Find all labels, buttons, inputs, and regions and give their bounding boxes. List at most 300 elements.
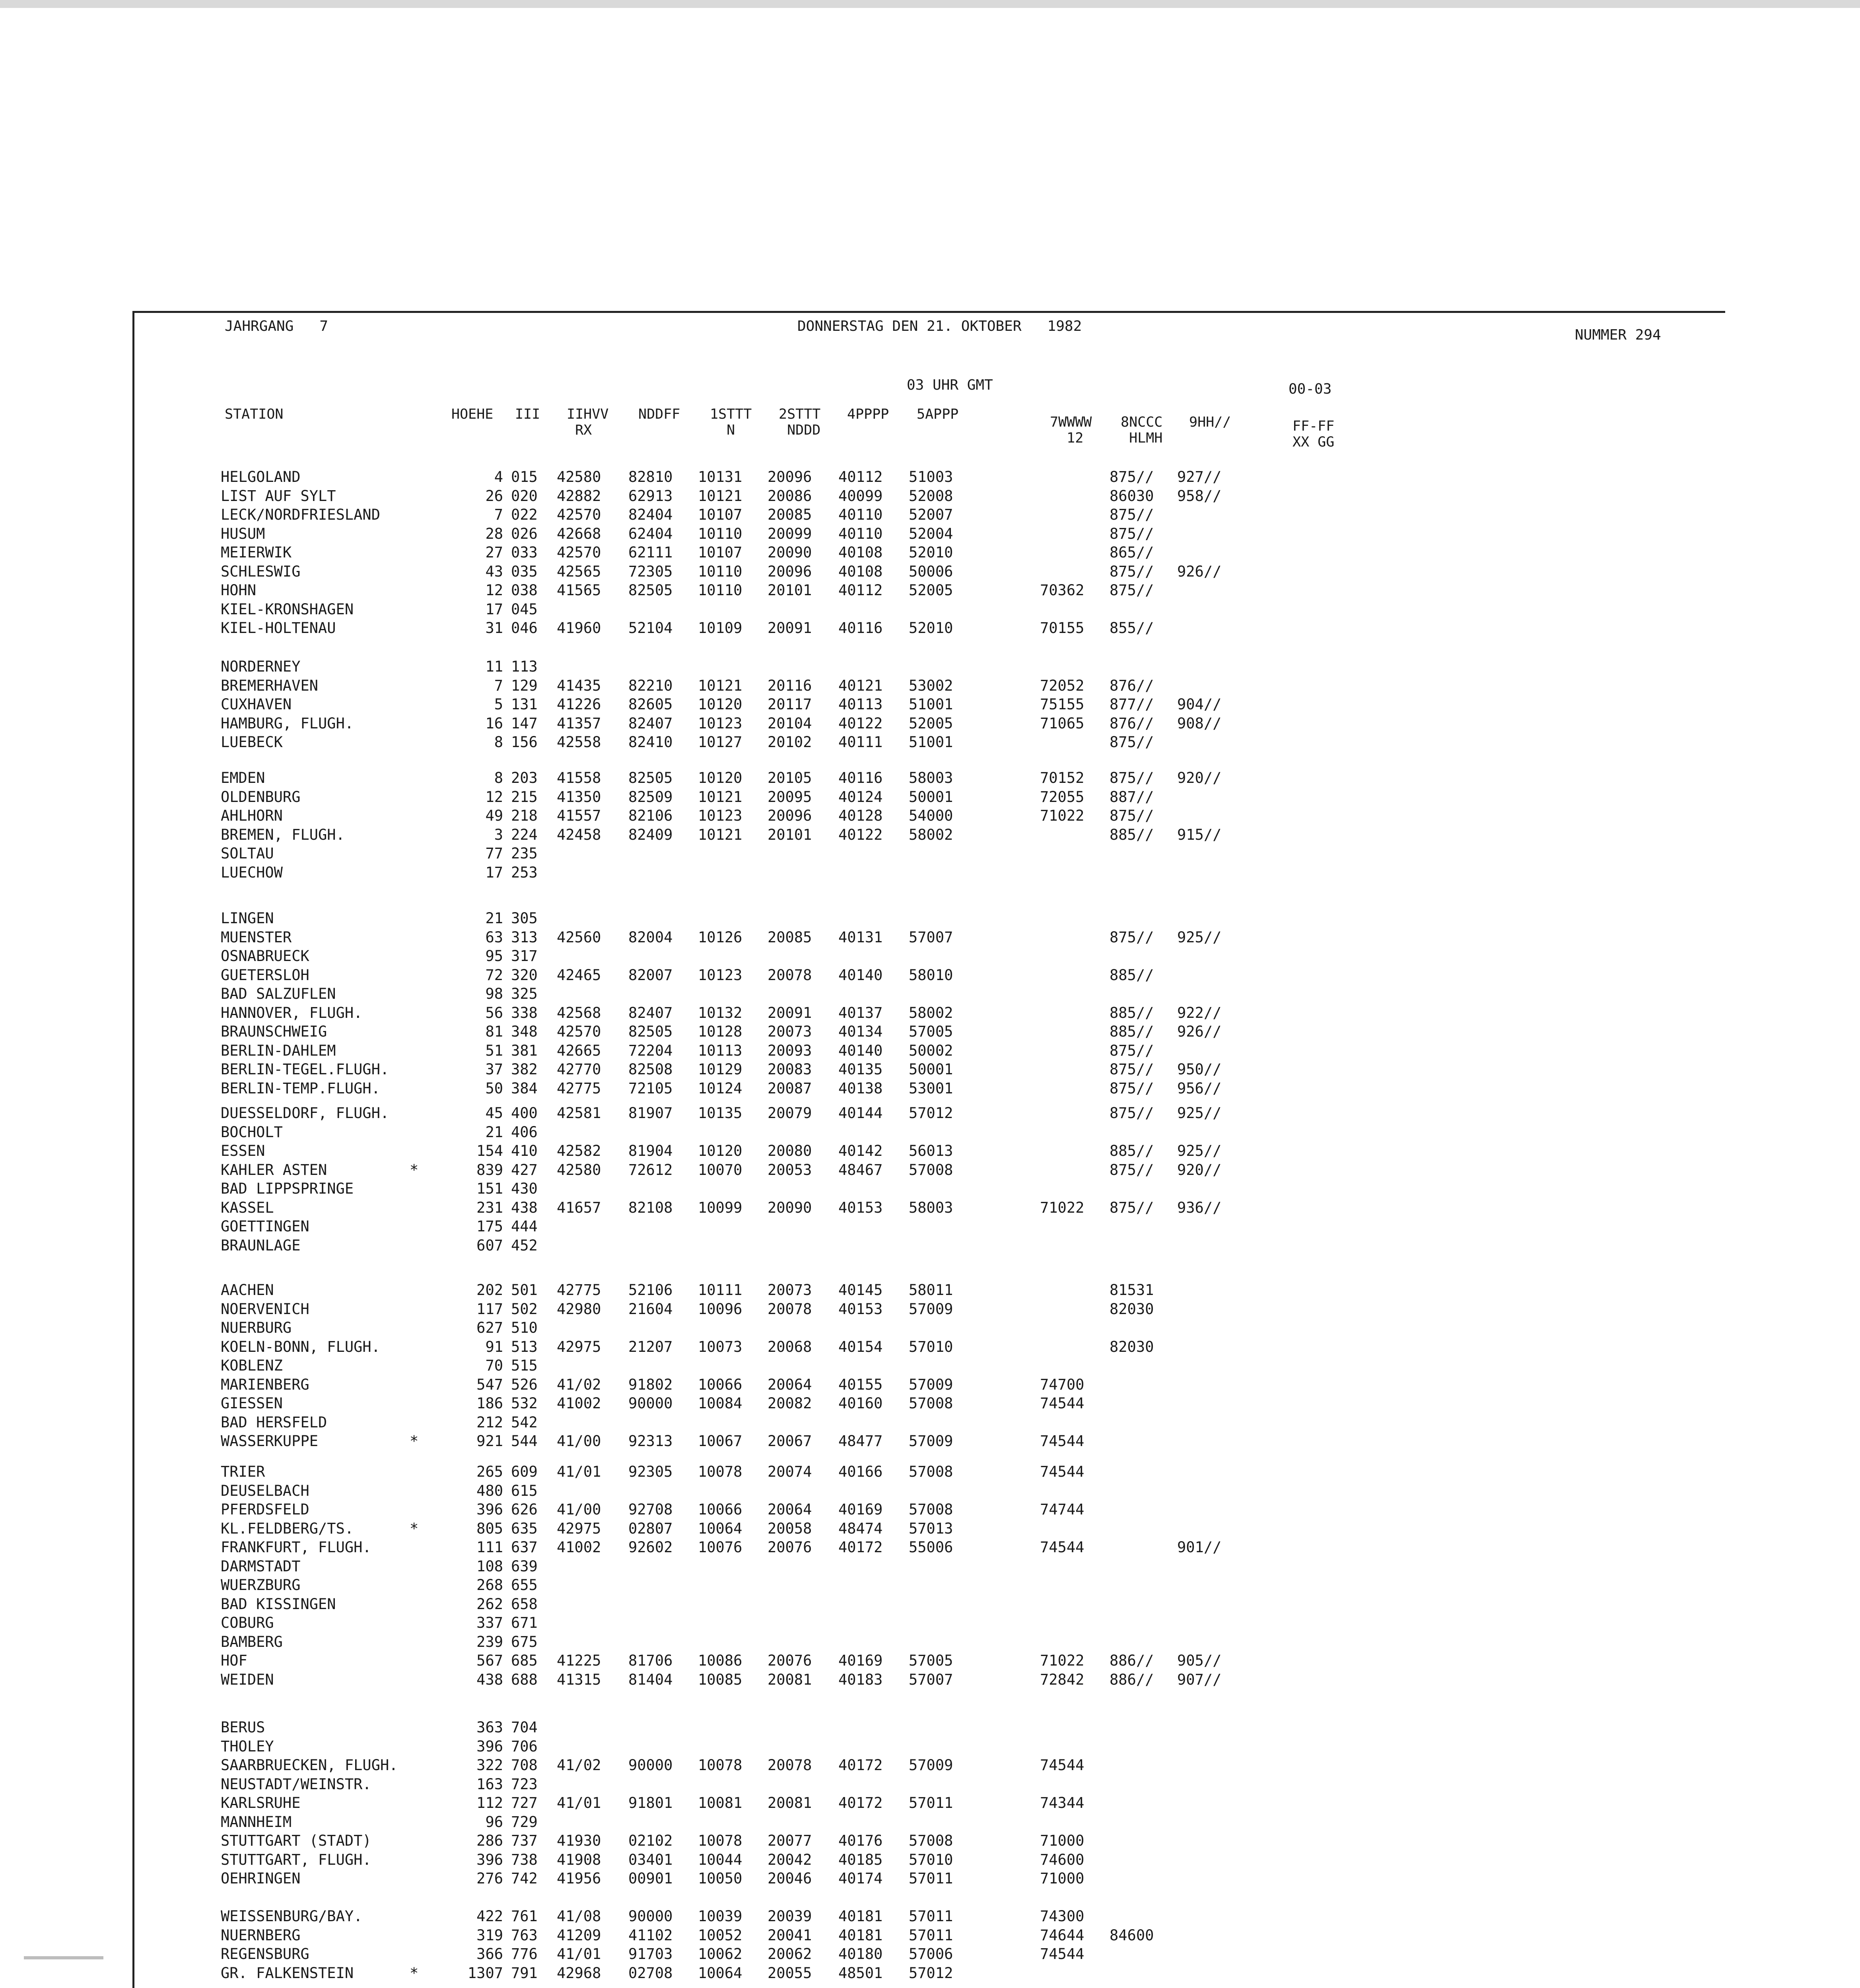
col-header-station: STATION — [225, 406, 284, 422]
cell-iii: 203 — [511, 769, 538, 786]
cell-c3: 10135 — [698, 1105, 742, 1122]
cell-iii: 791 — [511, 1965, 538, 1982]
cell-c8: 875// — [1110, 1061, 1154, 1078]
cell-c5: 40169 — [838, 1501, 883, 1518]
cell-c5: 40128 — [838, 807, 883, 824]
cell-c6: 52005 — [909, 715, 953, 732]
cell-c8: 855// — [1110, 619, 1154, 637]
cell-c3: 10120 — [698, 769, 742, 786]
cell-c6: 57009 — [909, 1301, 953, 1318]
cell-h: 37 — [485, 1061, 503, 1078]
cell-h: 212 — [476, 1414, 503, 1431]
cell-iii: 658 — [511, 1596, 538, 1613]
cell-c7: 74644 — [1040, 1927, 1085, 1944]
cell-c3: 10111 — [698, 1281, 742, 1299]
station-name: GUETERSLOH — [221, 967, 309, 984]
cell-c3: 10066 — [698, 1376, 742, 1393]
cell-c7: 72055 — [1040, 788, 1085, 806]
cell-h: 16 — [485, 715, 503, 732]
cell-c4: 20076 — [768, 1652, 812, 1669]
cell-c3: 10096 — [698, 1301, 742, 1318]
cell-c1: 42458 — [557, 826, 601, 843]
station-name: LIST AUF SYLT — [221, 487, 336, 505]
table-row — [0, 1180, 1860, 1198]
table-row — [0, 1776, 1860, 1794]
cell-iii: 615 — [511, 1482, 538, 1499]
cell-c6: 57011 — [909, 1927, 953, 1944]
cell-c6: 52010 — [909, 619, 953, 637]
cell-iii: 235 — [511, 845, 538, 862]
table-row — [0, 1633, 1860, 1652]
cell-c2: 90000 — [628, 1908, 673, 1925]
cell-c4: 20041 — [768, 1927, 812, 1944]
cell-c5: 40112 — [838, 468, 883, 485]
cell-h: 72 — [485, 967, 503, 984]
cell-iii: 338 — [511, 1004, 538, 1021]
cell-c1: 41960 — [557, 619, 601, 637]
table-row — [0, 619, 1860, 638]
cell-c4: 20081 — [768, 1671, 812, 1688]
cell-c2: 82505 — [628, 582, 673, 599]
cell-c2: 82108 — [628, 1199, 673, 1216]
table-row — [0, 845, 1860, 863]
cell-iii: 761 — [511, 1908, 538, 1925]
cell-c1: 41002 — [557, 1539, 601, 1556]
cell-c6: 57006 — [909, 1945, 953, 1963]
cell-h: 805 — [476, 1520, 503, 1537]
cell-c2: 82605 — [628, 696, 673, 713]
cell-c7: 74300 — [1040, 1908, 1085, 1925]
station-name: BAD KISSINGEN — [221, 1596, 336, 1613]
cell-c2: 72305 — [628, 563, 673, 580]
cell-c5: 40135 — [838, 1061, 883, 1078]
cell-c1: 41908 — [557, 1851, 601, 1868]
table-row — [0, 1558, 1860, 1576]
cell-c2: 00901 — [628, 1870, 673, 1887]
cell-h: 265 — [476, 1463, 503, 1480]
cell-c3: 10044 — [698, 1851, 742, 1868]
cell-iii: 131 — [511, 696, 538, 713]
cell-iii: 526 — [511, 1376, 538, 1393]
table-row — [0, 1501, 1860, 1519]
cell-c7: 74744 — [1040, 1501, 1085, 1518]
station-name: LINGEN — [221, 910, 274, 927]
cell-iii: 320 — [511, 967, 538, 984]
cell-c3: 10062 — [698, 1945, 742, 1963]
cell-c2: 82210 — [628, 677, 673, 694]
cell-c6: 51003 — [909, 468, 953, 485]
cell-iii: 502 — [511, 1301, 538, 1318]
cell-c1: 42465 — [557, 967, 601, 984]
station-name: KOBLENZ — [221, 1357, 283, 1374]
table-row — [0, 1218, 1860, 1236]
cell-h: 3 — [494, 826, 503, 843]
cell-c2: 02708 — [628, 1965, 673, 1982]
cell-c8: 885// — [1110, 1004, 1154, 1021]
cell-c8: 885// — [1110, 1142, 1154, 1159]
cell-c6: 57009 — [909, 1757, 953, 1774]
cell-iii: 626 — [511, 1501, 538, 1518]
cell-c5: 40140 — [838, 1042, 883, 1059]
table-row — [0, 1281, 1860, 1300]
cell-c9: 908// — [1177, 715, 1222, 732]
cell-c1: 42668 — [557, 525, 601, 542]
mountain-station-marker: * — [410, 1433, 419, 1450]
cell-c4: 20042 — [768, 1851, 812, 1868]
cell-c7: 74544 — [1040, 1433, 1085, 1450]
cell-iii: 313 — [511, 929, 538, 946]
station-name: HOF — [221, 1652, 247, 1669]
cell-c1: 41/01 — [557, 1794, 601, 1811]
cell-c7: 71022 — [1040, 1199, 1085, 1216]
cell-c3: 10121 — [698, 826, 742, 843]
cell-iii: 038 — [511, 582, 538, 599]
cell-c7: 70362 — [1040, 582, 1085, 599]
station-name: CUXHAVEN — [221, 696, 292, 713]
cell-iii: 218 — [511, 807, 538, 824]
table-row — [0, 864, 1860, 882]
cell-h: 98 — [485, 985, 503, 1002]
cell-c1: 41/00 — [557, 1433, 601, 1450]
cell-iii: 015 — [511, 468, 538, 485]
cell-c6: 53001 — [909, 1080, 953, 1097]
cell-iii: 438 — [511, 1199, 538, 1216]
cell-h: 12 — [485, 788, 503, 806]
station-name: NUERNBERG — [221, 1927, 301, 1944]
cell-c5: 40172 — [838, 1539, 883, 1556]
station-name: KL.FELDBERG/TS. — [221, 1520, 354, 1537]
scan-border-top — [0, 0, 1860, 8]
cell-c9: 907// — [1177, 1671, 1222, 1688]
table-row — [0, 1671, 1860, 1689]
cell-c5: 40166 — [838, 1463, 883, 1480]
station-name: KOELN-BONN, FLUGH. — [221, 1338, 380, 1355]
station-name: KARLSRUHE — [221, 1794, 301, 1811]
station-name: KASSEL — [221, 1199, 274, 1216]
cell-c7: 72842 — [1040, 1671, 1085, 1688]
cell-c3: 10107 — [698, 544, 742, 561]
cell-c4: 20077 — [768, 1832, 812, 1849]
cell-c8: 875// — [1110, 563, 1154, 580]
cell-c5: 40122 — [838, 826, 883, 843]
cell-c6: 50001 — [909, 1061, 953, 1078]
cell-c6: 51001 — [909, 696, 953, 713]
cell-c5: 40160 — [838, 1395, 883, 1412]
cell-c6: 57008 — [909, 1463, 953, 1480]
cell-h: 262 — [476, 1596, 503, 1613]
cell-c1: 41930 — [557, 1832, 601, 1849]
cell-iii: 224 — [511, 826, 538, 843]
cell-c1: 41956 — [557, 1870, 601, 1887]
station-name: MEIERWIK — [221, 544, 292, 561]
cell-h: 26 — [485, 487, 503, 505]
cell-c6: 57007 — [909, 929, 953, 946]
cell-h: 27 — [485, 544, 503, 561]
cell-h: 81 — [485, 1023, 503, 1040]
cell-h: 112 — [476, 1794, 503, 1811]
cell-c5: 40174 — [838, 1870, 883, 1887]
cell-c6: 58010 — [909, 967, 953, 984]
cell-c4: 20116 — [768, 677, 812, 694]
table-row — [0, 1414, 1860, 1432]
cell-c5: 40180 — [838, 1945, 883, 1963]
cell-h: 4 — [494, 468, 503, 485]
cell-c1: 42582 — [557, 1142, 601, 1159]
cell-c9: 901// — [1177, 1539, 1222, 1556]
cell-c1: 41/02 — [557, 1757, 601, 1774]
cell-c3: 10127 — [698, 734, 742, 751]
cell-c2: 82004 — [628, 929, 673, 946]
station-name: LECK/NORDFRIESLAND — [221, 506, 380, 523]
cell-c8: 84600 — [1110, 1927, 1154, 1944]
table-row — [0, 1576, 1860, 1595]
cell-c8: 875// — [1110, 1199, 1154, 1216]
cell-iii: 675 — [511, 1633, 538, 1650]
cell-c4: 20064 — [768, 1501, 812, 1518]
cell-c5: 40099 — [838, 487, 883, 505]
cell-c4: 20082 — [768, 1395, 812, 1412]
cell-c9: 926// — [1177, 1023, 1222, 1040]
table-row — [0, 1161, 1860, 1180]
cell-c5: 40131 — [838, 929, 883, 946]
table-row — [0, 1738, 1860, 1756]
cell-c1: 42560 — [557, 929, 601, 946]
cell-c9: 956// — [1177, 1080, 1222, 1097]
cell-c3: 10107 — [698, 506, 742, 523]
cell-c2: 90000 — [628, 1395, 673, 1412]
cell-c8: 876// — [1110, 677, 1154, 694]
cell-h: 239 — [476, 1633, 503, 1650]
cell-c6: 53002 — [909, 677, 953, 694]
cell-c8: 876// — [1110, 715, 1154, 732]
table-row — [0, 807, 1860, 825]
cell-c1: 42770 — [557, 1061, 601, 1078]
cell-h: 111 — [476, 1539, 503, 1556]
cell-iii: 410 — [511, 1142, 538, 1159]
table-row — [0, 1870, 1860, 1888]
station-name: DARMSTADT — [221, 1558, 301, 1575]
cell-c3: 10064 — [698, 1520, 742, 1537]
table-row — [0, 1142, 1860, 1161]
cell-c2: 92313 — [628, 1433, 673, 1450]
cell-c1: 42775 — [557, 1080, 601, 1097]
cell-iii: 639 — [511, 1558, 538, 1575]
cell-iii: 020 — [511, 487, 538, 505]
cell-c1: 42775 — [557, 1281, 601, 1299]
cell-c1: 42980 — [557, 1301, 601, 1318]
table-row — [0, 1832, 1860, 1850]
cell-c4: 20101 — [768, 582, 812, 599]
cell-c8: 886// — [1110, 1671, 1154, 1688]
table-row — [0, 910, 1860, 928]
cell-c2: 82410 — [628, 734, 673, 751]
cell-c1: 42975 — [557, 1338, 601, 1355]
cell-iii: 444 — [511, 1218, 538, 1235]
cell-c6: 57005 — [909, 1652, 953, 1669]
station-name: HUSUM — [221, 525, 265, 542]
cell-c4: 20101 — [768, 826, 812, 843]
cell-c4: 20090 — [768, 544, 812, 561]
cell-iii: 046 — [511, 619, 538, 637]
cell-c2: 21207 — [628, 1338, 673, 1355]
cell-c5: 40145 — [838, 1281, 883, 1299]
cell-iii: 215 — [511, 788, 538, 806]
station-name: REGENSBURG — [221, 1945, 309, 1963]
cell-h: 28 — [485, 525, 503, 542]
cell-c5: 40110 — [838, 506, 883, 523]
cell-c3: 10121 — [698, 487, 742, 505]
table-row — [0, 1813, 1860, 1832]
cell-h: 268 — [476, 1576, 503, 1594]
station-name: LUECHOW — [221, 864, 283, 881]
cell-c7: 75155 — [1040, 696, 1085, 713]
table-row — [0, 769, 1860, 788]
cell-c9: 925// — [1177, 929, 1222, 946]
cell-iii: 510 — [511, 1319, 538, 1336]
cell-c9: 927// — [1177, 468, 1222, 485]
cell-iii: 026 — [511, 525, 538, 542]
cell-c1: 41558 — [557, 769, 601, 786]
cell-h: 366 — [476, 1945, 503, 1963]
cell-iii: 406 — [511, 1124, 538, 1141]
cell-h: 337 — [476, 1614, 503, 1631]
station-name: COBURG — [221, 1614, 274, 1631]
cell-c1: 41225 — [557, 1652, 601, 1669]
cell-iii: 348 — [511, 1023, 538, 1040]
cell-c2: 82007 — [628, 967, 673, 984]
station-name: AACHEN — [221, 1281, 274, 1299]
cell-c6: 50001 — [909, 788, 953, 806]
cell-iii: 738 — [511, 1851, 538, 1868]
cell-c1: 42665 — [557, 1042, 601, 1059]
cell-c9: 925// — [1177, 1142, 1222, 1159]
cell-c3: 10124 — [698, 1080, 742, 1097]
cell-c1: 42570 — [557, 506, 601, 523]
table-row — [0, 1719, 1860, 1737]
table-row — [0, 1004, 1860, 1023]
cell-iii: 544 — [511, 1433, 538, 1450]
cell-c5: 48477 — [838, 1433, 883, 1450]
cell-c3: 10131 — [698, 468, 742, 485]
cell-c9: 926// — [1177, 563, 1222, 580]
cell-c5: 40134 — [838, 1023, 883, 1040]
table-row — [0, 1237, 1860, 1255]
cell-c6: 50002 — [909, 1042, 953, 1059]
station-name: MARIENBERG — [221, 1376, 309, 1393]
cell-c2: 82409 — [628, 826, 673, 843]
cell-h: 50 — [485, 1080, 503, 1097]
table-row — [0, 826, 1860, 845]
cell-iii: 325 — [511, 985, 538, 1002]
station-name: HAMBURG, FLUGH. — [221, 715, 354, 732]
cell-c5: 40153 — [838, 1301, 883, 1318]
cell-c2: 82407 — [628, 1004, 673, 1021]
table-row — [0, 715, 1860, 733]
cell-h: 231 — [476, 1199, 503, 1216]
cell-c1: 42570 — [557, 544, 601, 561]
cell-c5: 40169 — [838, 1652, 883, 1669]
cell-h: 547 — [476, 1376, 503, 1393]
cell-c3: 10128 — [698, 1023, 742, 1040]
cell-c5: 40110 — [838, 525, 883, 542]
station-name: BERLIN-TEGEL.FLUGH. — [221, 1061, 389, 1078]
station-name: KAHLER ASTEN — [221, 1161, 327, 1178]
col-header-group9: 9HH// — [1189, 414, 1231, 430]
cell-iii: 253 — [511, 864, 538, 881]
table-row — [0, 1357, 1860, 1375]
cell-c8: 886// — [1110, 1652, 1154, 1669]
col-header-group4: 4PPPP — [847, 406, 889, 422]
cell-c4: 20105 — [768, 769, 812, 786]
cell-c2: 72105 — [628, 1080, 673, 1097]
cell-h: 17 — [485, 864, 503, 881]
table-row — [0, 1539, 1860, 1557]
station-name: FRANKFURT, FLUGH. — [221, 1539, 371, 1556]
cell-c1: 41226 — [557, 696, 601, 713]
table-row — [0, 487, 1860, 506]
cell-c2: 21604 — [628, 1301, 673, 1318]
cell-c1: 42565 — [557, 563, 601, 580]
cell-iii: 737 — [511, 1832, 538, 1849]
cell-c3: 10099 — [698, 1199, 742, 1216]
cell-c2: 82407 — [628, 715, 673, 732]
station-name: LUEBECK — [221, 734, 283, 751]
cell-c2: 02102 — [628, 1832, 673, 1849]
col-header-group1: 1STTT N — [710, 406, 752, 438]
cell-c4: 20104 — [768, 715, 812, 732]
cell-c5: 48474 — [838, 1520, 883, 1537]
cell-iii: 704 — [511, 1719, 538, 1736]
cell-c3: 10084 — [698, 1395, 742, 1412]
cell-c3: 10078 — [698, 1463, 742, 1480]
cell-iii: 427 — [511, 1161, 538, 1178]
cell-c2: 91703 — [628, 1945, 673, 1963]
cell-c7: 74700 — [1040, 1376, 1085, 1393]
cell-c4: 20090 — [768, 1199, 812, 1216]
cell-iii: 542 — [511, 1414, 538, 1431]
cell-c5: 40108 — [838, 563, 883, 580]
cell-c3: 10050 — [698, 1870, 742, 1887]
cell-iii: 384 — [511, 1080, 538, 1097]
cell-c6: 57009 — [909, 1376, 953, 1393]
cell-h: 186 — [476, 1395, 503, 1412]
cell-c2: 62913 — [628, 487, 673, 505]
station-name: DUESSELDORF, FLUGH. — [221, 1105, 389, 1122]
station-name: KIEL-KRONSHAGEN — [221, 601, 354, 618]
cell-iii: 022 — [511, 506, 538, 523]
cell-c4: 20046 — [768, 1870, 812, 1887]
cell-c5: 40153 — [838, 1199, 883, 1216]
cell-h: 396 — [476, 1851, 503, 1868]
cell-c5: 40116 — [838, 769, 883, 786]
cell-c2: 82505 — [628, 769, 673, 786]
cell-c2: 82404 — [628, 506, 673, 523]
cell-iii: 382 — [511, 1061, 538, 1078]
station-name: BAMBERG — [221, 1633, 283, 1650]
cell-c3: 10078 — [698, 1757, 742, 1774]
station-name: STUTTGART (STADT) — [221, 1832, 371, 1849]
cell-c2: 81904 — [628, 1142, 673, 1159]
station-name: GIESSEN — [221, 1395, 283, 1412]
cell-c3: 10121 — [698, 677, 742, 694]
table-row — [0, 468, 1860, 487]
cell-c9: 925// — [1177, 1105, 1222, 1122]
cell-h: 7 — [494, 677, 503, 694]
station-name: ESSEN — [221, 1142, 265, 1159]
station-name: AHLHORN — [221, 807, 283, 824]
cell-h: 163 — [476, 1776, 503, 1793]
cell-c8: 82030 — [1110, 1301, 1154, 1318]
